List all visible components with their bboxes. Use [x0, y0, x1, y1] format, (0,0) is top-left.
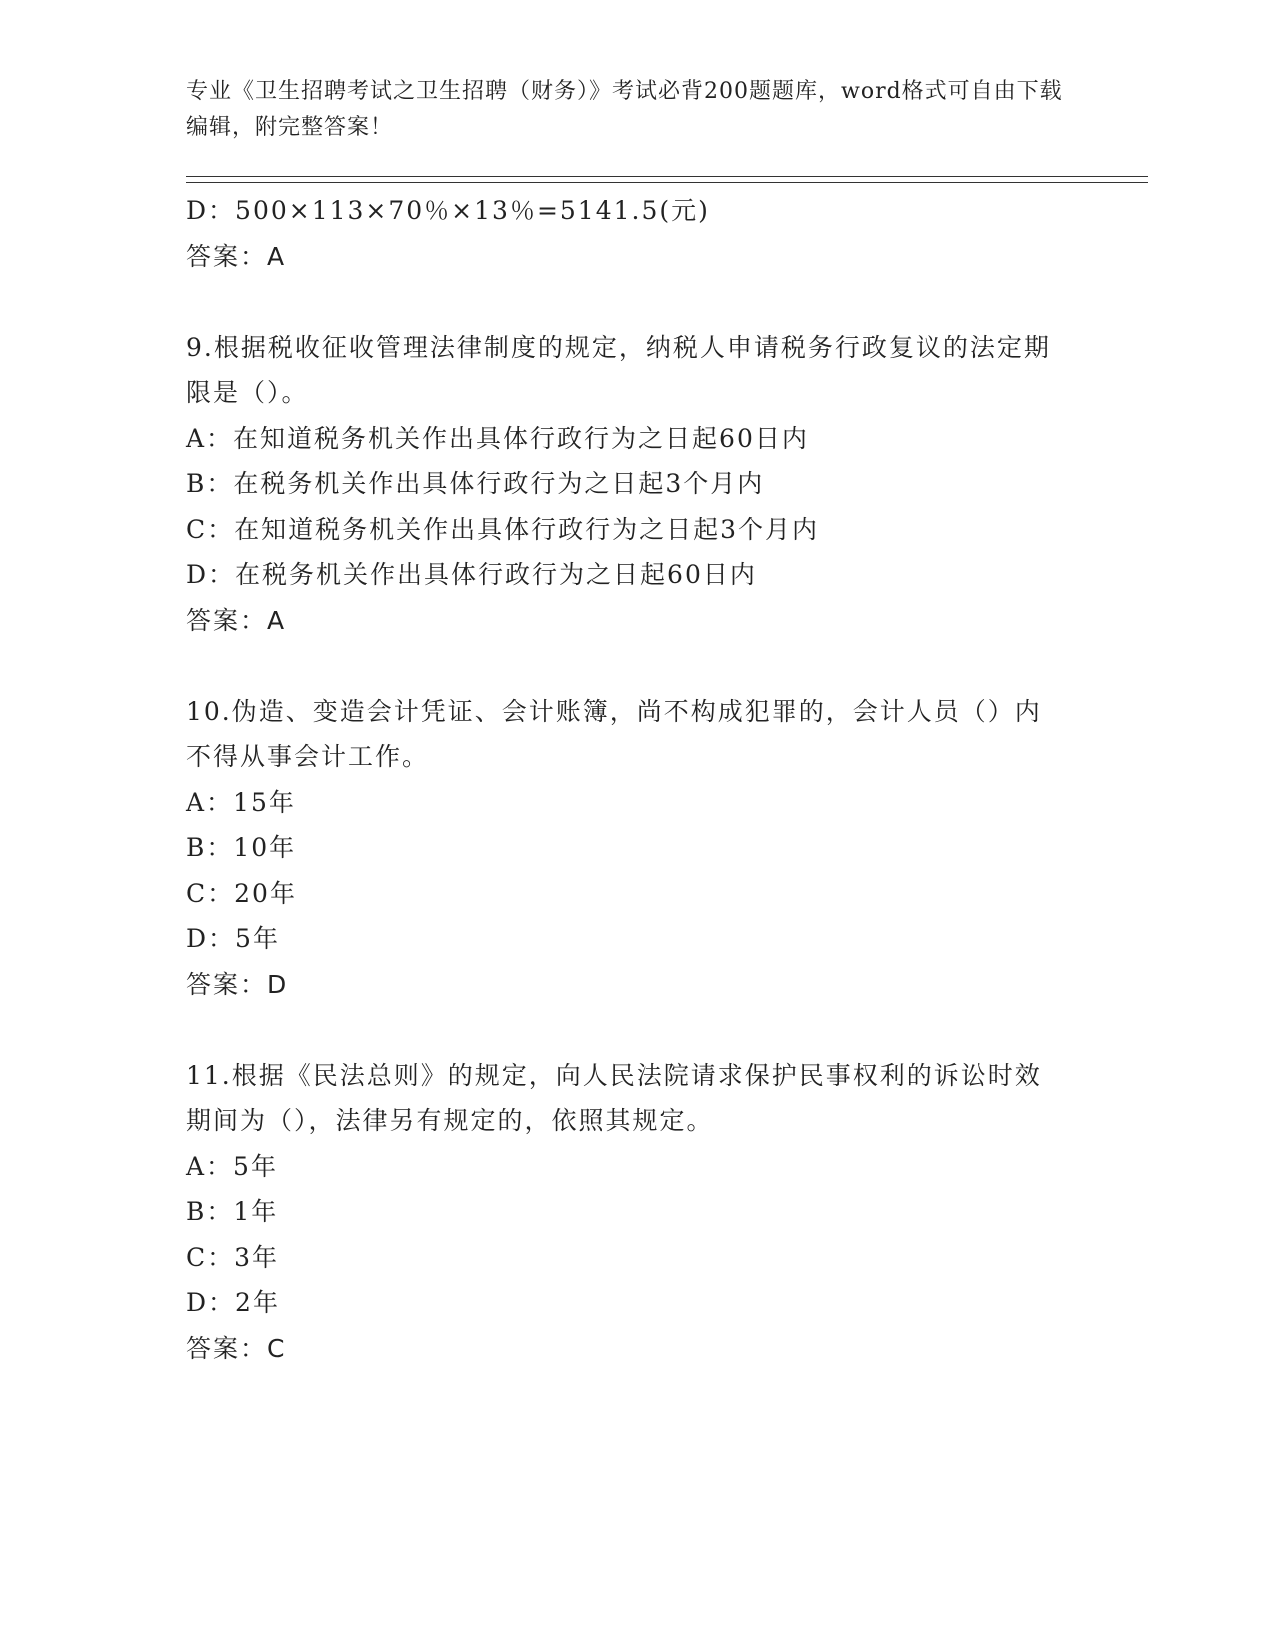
header-rule-top	[186, 176, 1148, 177]
option-a: A：5年	[186, 1151, 278, 1181]
spacer	[186, 279, 1086, 325]
option-c: C：在知道税务机关作出具体行政行为之日起3个月内	[186, 514, 820, 544]
answer: 答案：A	[186, 605, 287, 635]
option-b: B：在税务机关作出具体行政行为之日起3个月内	[186, 469, 765, 498]
answer: 答案：C	[186, 1333, 287, 1363]
option-a: A：在知道税务机关作出具体行政行为之日起60日内	[186, 423, 809, 453]
answer: 答案：D	[186, 969, 289, 999]
question-block-11	[186, 1053, 1086, 1372]
option-c: C：20年	[186, 878, 297, 908]
option-c: C：3年	[186, 1242, 280, 1272]
question-content	[186, 188, 1086, 1371]
question-block-9	[186, 325, 1086, 644]
question-text: 11.根据《民法总则》的规定，向人民法院请求保护民事权利的诉讼时效期间为（），法律另有规定的，依照其规定。	[186, 1060, 1042, 1135]
option-d: D：2年	[186, 1288, 280, 1317]
previous-answer: 答案：A	[186, 241, 287, 271]
question-text: 9.根据税收征收管理法律制度的规定，纳税人申请税务行政复议的法定期限是（）。	[186, 332, 1051, 407]
option-b: B：10年	[186, 833, 297, 862]
header-rule-bottom	[186, 182, 1148, 183]
question-block-10	[186, 689, 1086, 1008]
document-header: 专业《卫生招聘考试之卫生招聘（财务）》考试必背200题题库，word格式可自由下载编辑，附完整答案！	[186, 79, 1063, 140]
option-a: A：15年	[186, 787, 296, 817]
previous-option-d: D：500×113×70％×13％=5141.5(元)	[186, 196, 710, 225]
question-text: 10.伪造、变造会计凭证、会计账簿，尚不构成犯罪的，会计人员（）内不得从事会计工作。	[186, 696, 1042, 771]
option-d: D：在税务机关作出具体行政行为之日起60日内	[186, 560, 757, 589]
spacer	[186, 643, 1086, 689]
spacer	[186, 1007, 1086, 1053]
option-b: B：1年	[186, 1197, 279, 1226]
option-d: D：5年	[186, 924, 280, 953]
